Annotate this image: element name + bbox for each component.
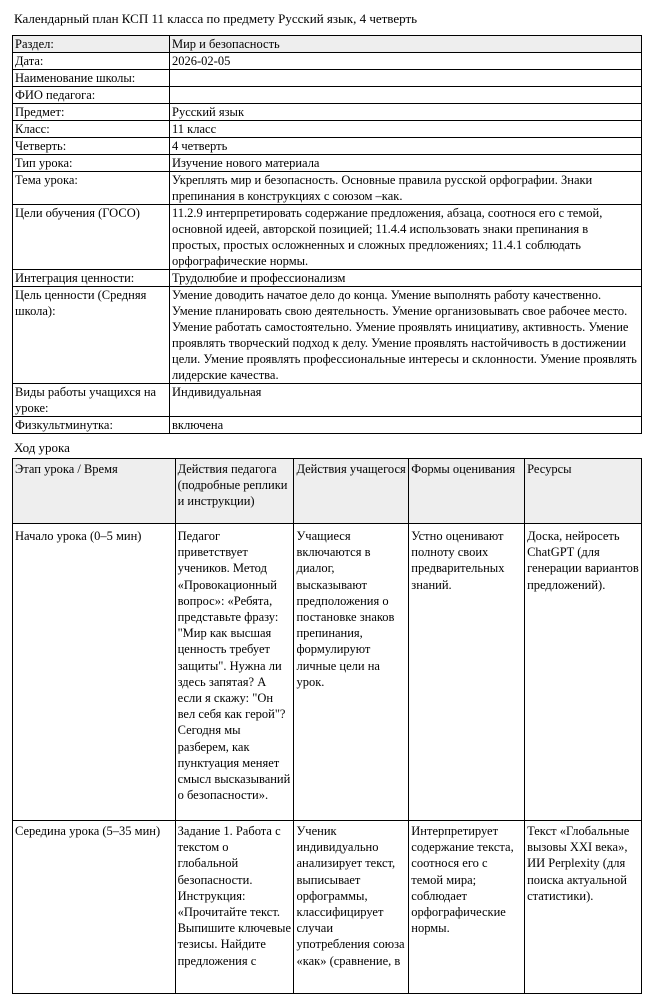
lesson-progress-heading: Ход урока bbox=[14, 440, 70, 455]
lesson-info-table bbox=[12, 35, 642, 434]
info-value: 2026-02-05 bbox=[170, 53, 642, 70]
info-key: Тема урока: bbox=[13, 172, 170, 205]
cell-resources: Доска, нейросеть ChatGPT (для генерации вариантов предложений). bbox=[525, 524, 642, 821]
info-key: ФИО педагога: bbox=[13, 87, 170, 104]
table-row bbox=[13, 821, 642, 994]
info-key: Тип урока: bbox=[13, 155, 170, 172]
info-row bbox=[13, 384, 642, 417]
header-assessment: Формы оценивания bbox=[409, 459, 525, 524]
info-row bbox=[13, 104, 642, 121]
cell-resources: Текст «Глобальные вызовы XXI века», ИИ Perplexity (для поиска актуальной статистики). bbox=[525, 821, 642, 994]
cell-teacher: Задание 1. Работа с текстом о глобальной безопасности. Инструкция: «Прочитайте текст. Выпишите ключевые тезисы. Найдите предложения с bbox=[175, 821, 294, 994]
info-value: Укреплять мир и безопасность. Основные правила русской орфографии. Знаки препинания в конструкциях с союзом –как. bbox=[170, 172, 642, 205]
cell-stage: Середина урока (5–35 мин) bbox=[13, 821, 176, 994]
info-key: Наименование школы: bbox=[13, 70, 170, 87]
info-value bbox=[170, 70, 642, 87]
info-key: Цели обучения (ГОСО) bbox=[13, 205, 170, 270]
page-title: Календарный план КСП 11 класса по предмету Русский язык, 4 четверть bbox=[14, 11, 418, 26]
lesson-progress-table bbox=[12, 458, 642, 994]
info-key: Виды работы учащихся на уроке: bbox=[13, 384, 170, 417]
cell-assessment: Устно оценивают полноту своих предварительных знаний. bbox=[409, 524, 525, 821]
header-teacher-actions: Действия педагога (подробные реплики и инструкции) bbox=[175, 459, 294, 524]
cell-student: Ученик индивидуально анализирует текст, выписывает орфограммы, классифицирует случаи употребления союза «как» (сравнение, в bbox=[294, 821, 409, 994]
cell-teacher: Педагог приветствует учеников. Метод «Провокационный вопрос»: «Ребята, представьте фразу: "Мир как высшая ценность требует защиты". Нужна ли здесь запятая? А если я скажу: "Он вел себя как герой"? Сегодня мы разберем, как пунктуация меняет смысл высказываний о безопасности». bbox=[175, 524, 294, 821]
info-row bbox=[13, 417, 642, 434]
info-key: Предмет: bbox=[13, 104, 170, 121]
table-row bbox=[13, 524, 642, 821]
info-value: Трудолюбие и профессионализм bbox=[170, 270, 642, 287]
info-value: 11 класс bbox=[170, 121, 642, 138]
info-key: Класс: bbox=[13, 121, 170, 138]
info-value: Умение доводить начатое дело до конца. Умение выполнять работу качественно. Умение планировать свою деятельность. Умение организовывать свое рабочее место. Умение работать самостоятельно. Умение проявлять инициативу, активность. Умение проявлять творческий подход к делу. Умение проявлять настойчивость в достижении цели. Умение проявлять профессиональные интересы и склонности. Умение проявлять лидерские качества. bbox=[170, 287, 642, 384]
info-key: Интеграция ценности: bbox=[13, 270, 170, 287]
cell-student: Учащиеся включаются в диалог, высказывают предположения о постановке знаков препинания, формулируют личные цели на урок. bbox=[294, 524, 409, 821]
info-value: включена bbox=[170, 417, 642, 434]
info-row bbox=[13, 36, 642, 53]
info-key: Четверть: bbox=[13, 138, 170, 155]
info-row bbox=[13, 87, 642, 104]
cell-stage: Начало урока (0–5 мин) bbox=[13, 524, 176, 821]
info-value: Русский язык bbox=[170, 104, 642, 121]
info-key: Дата: bbox=[13, 53, 170, 70]
info-row bbox=[13, 138, 642, 155]
info-value: 4 четверть bbox=[170, 138, 642, 155]
lesson-table-header-row bbox=[13, 459, 642, 524]
info-row bbox=[13, 70, 642, 87]
info-row bbox=[13, 287, 642, 384]
header-student-actions: Действия учащегося bbox=[294, 459, 409, 524]
info-row bbox=[13, 155, 642, 172]
info-row bbox=[13, 270, 642, 287]
header-stage: Этап урока / Время bbox=[13, 459, 176, 524]
info-key: Цель ценности (Средняя школа): bbox=[13, 287, 170, 384]
info-value bbox=[170, 87, 642, 104]
info-row bbox=[13, 53, 642, 70]
info-value: 11.2.9 интерпретировать содержание предложения, абзаца, соотнося его с темой, основной идеей, авторской позицией; 11.4.4 использовать знаки препинания в простых, простых осложненных и сложных предложениях; 11.4.1 соблюдать орфографические нормы. bbox=[170, 205, 642, 270]
info-value: Изучение нового материала bbox=[170, 155, 642, 172]
info-row bbox=[13, 172, 642, 205]
info-value: Индивидуальная bbox=[170, 384, 642, 417]
info-key: Раздел: bbox=[13, 36, 170, 53]
info-value: Мир и безопасность bbox=[170, 36, 642, 53]
header-resources: Ресурсы bbox=[525, 459, 642, 524]
info-key: Физкультминутка: bbox=[13, 417, 170, 434]
info-row bbox=[13, 121, 642, 138]
info-row bbox=[13, 205, 642, 270]
cell-assessment: Интерпретирует содержание текста, соотнося его с темой мира; соблюдает орфографические нормы. bbox=[409, 821, 525, 994]
